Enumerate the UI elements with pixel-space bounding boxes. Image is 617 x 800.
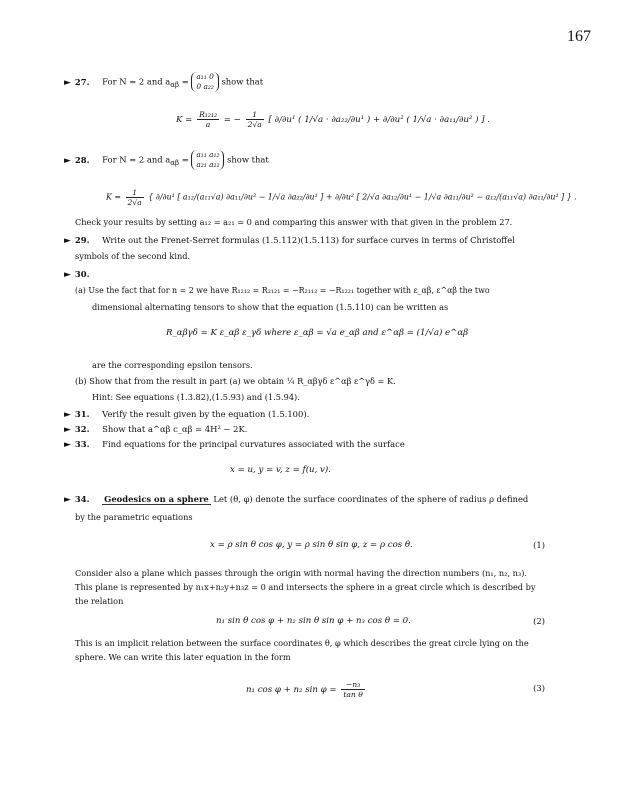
problem-text: Find equations for the principal curvatures associated with the surface (102, 439, 405, 449)
problem-number: 31. (74, 409, 90, 419)
problem-text: show that (227, 154, 269, 165)
problem-title: Geodesics on a sphere (104, 494, 209, 504)
triangle-bullet-icon: ► (64, 236, 71, 246)
equation-2: n₁ sin θ cos φ + n₂ sin θ sin φ + n₃ cos θ = 0. (216, 616, 411, 626)
matrix-row: a₂₁ a₂₂ (196, 160, 220, 169)
numerator: −n₃ (341, 680, 364, 690)
triangle-bullet-icon: ► (64, 77, 71, 88)
fraction (246, 110, 264, 129)
problem-29 (64, 235, 515, 246)
equation-30: R_αβγδ = K ε_αβ ε_γδ where ε_αβ = √a e_αβ and ε^αβ = (1/√a) e^αβ (166, 328, 469, 338)
page-number: 167 (567, 28, 591, 45)
matrix-row: a₁₁ 0 (196, 72, 214, 81)
triangle-bullet-icon: ► (64, 270, 71, 280)
eq-part: K = (176, 115, 196, 125)
equation-3 (246, 680, 367, 699)
problem-text: symbols of the second kind. (75, 251, 191, 261)
triangle-bullet-icon: ► (64, 410, 71, 420)
problem-33 (64, 439, 405, 450)
denominator: tan θ (343, 690, 363, 699)
numerator: R₁₂₁₂ (199, 110, 217, 119)
problem-34 (64, 494, 528, 505)
matrix-row: a₁₁ a₁₂ (196, 150, 220, 159)
equation-28 (106, 188, 577, 207)
paragraph: This is an implicit relation between the surface coordinates θ, φ which describes the great circle lying on the sphere. We can write this later equation in the form (75, 638, 529, 662)
problem-number: 27. (74, 76, 90, 87)
problem-text: = (179, 154, 192, 165)
part-a-text: dimensional alternating tensors to show that the equation (1.5.110) can be written as (92, 302, 449, 312)
problem-text: Let (θ, φ) denote the surface coordinates of the sphere of radius ρ defined (213, 494, 529, 504)
problem-number: 33. (74, 439, 90, 449)
eq-part: n₁ cos φ + n₂ sin φ = (246, 685, 340, 695)
part-a-text: are the corresponding epsilon tensors. (92, 360, 253, 370)
fraction (341, 680, 364, 699)
problem-27 (64, 72, 263, 92)
denominator: a (205, 120, 211, 129)
fraction (197, 110, 219, 129)
matrix (191, 150, 224, 170)
problem-30 (64, 269, 100, 280)
part-b-text: (b) Show that from the result in part (a) we obtain ¼ R_αβγδ ε^αβ ε^γδ = K. (75, 376, 396, 386)
equation-1: x = ρ sin θ cos φ, y = ρ sin θ sin φ, z = ρ cos θ. (210, 540, 413, 550)
check-results: Check your results by setting a₁₂ = a₂₁ = 0 and comparing this answer with that given in the problem 27. (75, 217, 513, 227)
denominator: 2√a (247, 120, 262, 129)
equation-number: (2) (533, 616, 545, 626)
paragraph: Consider also a plane which passes through the origin with normal having the direction numbers (n₁, n₂, n₃). This plane is represented by n₁x+n₂y+n₃z = 0 and intersects the sphere in a great circle which is described by the relation (75, 568, 536, 606)
problem-text: For N = 2 and a (102, 76, 171, 87)
triangle-bullet-icon: ► (64, 495, 71, 505)
triangle-bullet-icon: ► (64, 440, 71, 450)
problem-text: Verify the result given by the equation (1.5.100). (102, 409, 310, 419)
numerator: 1 (246, 110, 264, 120)
subscript: αβ (170, 159, 180, 168)
triangle-bullet-icon: ► (64, 425, 71, 435)
matrix-row: 0 a₂₂ (196, 82, 214, 91)
numerator: 1 (126, 188, 144, 198)
problem-number: 29. (74, 235, 90, 245)
problem-28 (64, 150, 269, 170)
equation-number: (3) (533, 683, 545, 693)
triangle-bullet-icon: ► (64, 155, 71, 166)
eq-part: { ∂/∂u¹ [ a₁₂/(a₁₁√a) ∂a₁₁/∂u² − 1/√a ∂a₂₂/∂u¹ ] + ∂/∂u² [ 2/√a ∂a₁₂/∂u¹ − 1/√a ∂a₁₁/∂u² − a₁₂/(a₁₁√a) ∂a₁₁/∂u¹ ] } . (148, 192, 577, 202)
denominator: 2√a (127, 198, 142, 207)
problem-number: 30. (74, 269, 90, 279)
equation-number: (1) (533, 540, 545, 550)
problem-text: Write out the Frenet-Serret formulas (1.5.112)(1.5.113) for surface curves in terms of Christoffel (102, 235, 515, 245)
matrix (191, 72, 218, 92)
problem-text: show that (221, 76, 264, 87)
equation-27 (176, 110, 490, 129)
part-a-text: (a) Use the fact that for n = 2 we have R₁₂₁₂ = R₂₁₂₁ = −R₂₁₁₂ = −R₁₂₂₁ together with ε_αβ, ε^αβ the two (75, 286, 490, 295)
eq-part: [ ∂/∂u¹ ( 1/√a · ∂a₂₂/∂u¹ ) + ∂/∂u² ( 1/√a · ∂a₁₁/∂u² ) ] . (268, 115, 491, 125)
problem-number: 34. (74, 494, 90, 504)
problem-text: by the parametric equations (75, 512, 193, 522)
fraction (126, 188, 144, 207)
eq-part: K = (106, 192, 124, 202)
problem-text: = (179, 76, 192, 87)
problem-32 (64, 424, 247, 435)
subscript: αβ (170, 81, 180, 90)
eq-part: = − (223, 115, 241, 125)
problem-text: Show that a^αβ c_αβ = 4H² − 2K. (102, 424, 248, 434)
problem-number: 32. (74, 424, 90, 434)
problem-number: 28. (74, 154, 90, 165)
problem-text: For N = 2 and a (102, 154, 171, 165)
equation-33: x = u, y = v, z = f(u, v). (230, 465, 331, 475)
problem-31 (64, 409, 309, 420)
hint-text: Hint: See equations (1.3.82),(1.5.93) and (1.5.94). (92, 392, 300, 402)
